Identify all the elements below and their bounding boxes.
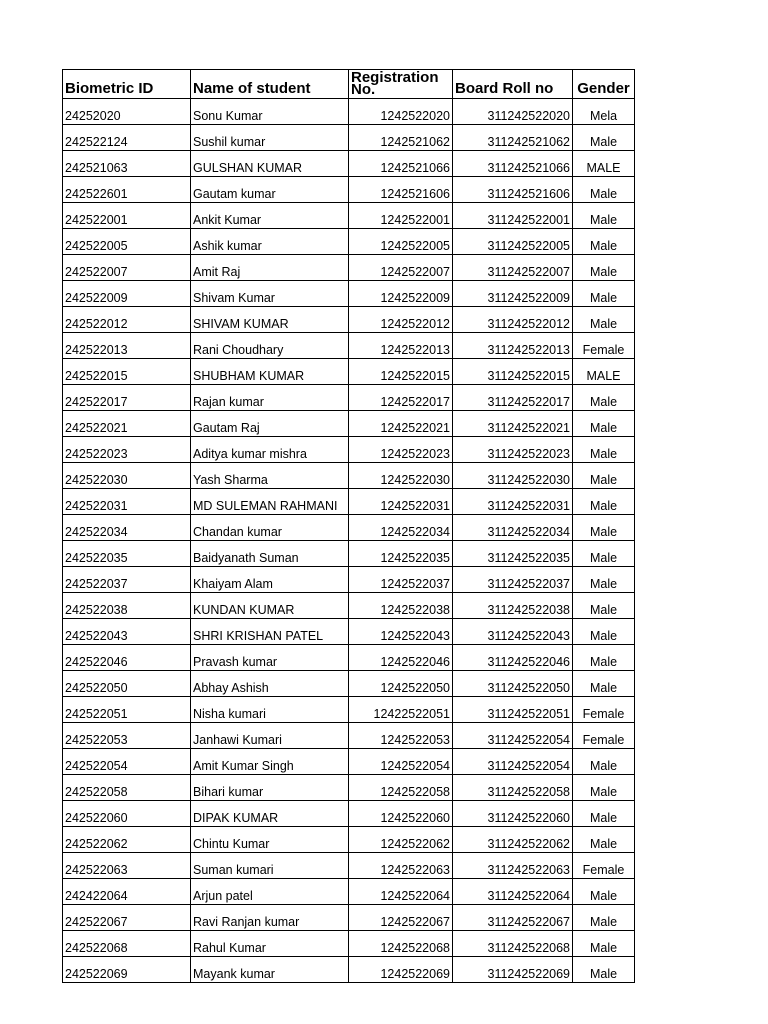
table-row xyxy=(63,593,635,619)
cell-registration-no: 1242522069 xyxy=(349,957,453,983)
cell-biometric-id: 242522023 xyxy=(63,437,191,463)
cell-gender: Male xyxy=(573,801,635,827)
cell-board-roll: 311242522062 xyxy=(453,827,573,853)
cell-biometric-id: 242522005 xyxy=(63,229,191,255)
table-body xyxy=(63,99,635,983)
cell-gender: Male xyxy=(573,307,635,333)
cell-gender: Female xyxy=(573,853,635,879)
cell-board-roll: 311242522067 xyxy=(453,905,573,931)
cell-biometric-id: 242522058 xyxy=(63,775,191,801)
cell-biometric-id: 242522034 xyxy=(63,515,191,541)
cell-registration-no: 1242522068 xyxy=(349,931,453,957)
cell-gender: Male xyxy=(573,775,635,801)
cell-student-name: Ravi Ranjan kumar xyxy=(191,905,349,931)
cell-registration-no: 1242522005 xyxy=(349,229,453,255)
cell-board-roll: 311242522054 xyxy=(453,749,573,775)
cell-registration-no: 1242522037 xyxy=(349,567,453,593)
cell-registration-no: 1242522038 xyxy=(349,593,453,619)
cell-student-name: Ashik kumar xyxy=(191,229,349,255)
cell-board-roll: 311242522054 xyxy=(453,723,573,749)
cell-student-name: SHRI KRISHAN PATEL xyxy=(191,619,349,645)
cell-biometric-id: 242522031 xyxy=(63,489,191,515)
cell-board-roll: 311242522021 xyxy=(453,411,573,437)
cell-student-name: Amit Kumar Singh xyxy=(191,749,349,775)
cell-gender: Male xyxy=(573,177,635,203)
table-row xyxy=(63,775,635,801)
cell-student-name: Sushil kumar xyxy=(191,125,349,151)
cell-gender: Male xyxy=(573,229,635,255)
cell-biometric-id: 242522043 xyxy=(63,619,191,645)
cell-student-name: Arjun patel xyxy=(191,879,349,905)
table-row xyxy=(63,411,635,437)
cell-biometric-id: 242422064 xyxy=(63,879,191,905)
cell-biometric-id: 242522009 xyxy=(63,281,191,307)
cell-student-name: GULSHAN KUMAR xyxy=(191,151,349,177)
cell-registration-no: 1242522043 xyxy=(349,619,453,645)
table-row xyxy=(63,333,635,359)
cell-gender: Male xyxy=(573,619,635,645)
cell-board-roll: 311242522030 xyxy=(453,463,573,489)
table-row xyxy=(63,671,635,697)
table-row xyxy=(63,931,635,957)
cell-board-roll: 311242522068 xyxy=(453,931,573,957)
table-row xyxy=(63,125,635,151)
cell-registration-no: 1242522054 xyxy=(349,749,453,775)
cell-biometric-id: 242522054 xyxy=(63,749,191,775)
cell-registration-no: 1242522013 xyxy=(349,333,453,359)
cell-student-name: Baidyanath Suman xyxy=(191,541,349,567)
cell-student-name: Amit Raj xyxy=(191,255,349,281)
table-row xyxy=(63,229,635,255)
table-row xyxy=(63,151,635,177)
cell-student-name: Janhawi Kumari xyxy=(191,723,349,749)
cell-gender: Male xyxy=(573,879,635,905)
cell-board-roll: 311242522034 xyxy=(453,515,573,541)
cell-student-name: DIPAK KUMAR xyxy=(191,801,349,827)
cell-board-roll: 311242521062 xyxy=(453,125,573,151)
cell-board-roll: 311242522007 xyxy=(453,255,573,281)
cell-gender: Mela xyxy=(573,99,635,125)
cell-registration-no: 1242522001 xyxy=(349,203,453,229)
cell-registration-no: 1242522060 xyxy=(349,801,453,827)
cell-biometric-id: 242522060 xyxy=(63,801,191,827)
cell-student-name: Nisha kumari xyxy=(191,697,349,723)
cell-board-roll: 311242522013 xyxy=(453,333,573,359)
cell-registration-no: 1242522009 xyxy=(349,281,453,307)
cell-gender: Male xyxy=(573,593,635,619)
cell-board-roll: 311242522043 xyxy=(453,619,573,645)
header-registration-line2: No. xyxy=(351,81,376,98)
cell-biometric-id: 242522050 xyxy=(63,671,191,697)
table-row xyxy=(63,255,635,281)
cell-board-roll: 311242522031 xyxy=(453,489,573,515)
cell-gender: Male xyxy=(573,541,635,567)
cell-board-roll: 311242522037 xyxy=(453,567,573,593)
cell-biometric-id: 242522062 xyxy=(63,827,191,853)
cell-board-roll: 311242522064 xyxy=(453,879,573,905)
table-row xyxy=(63,281,635,307)
cell-registration-no: 1242522035 xyxy=(349,541,453,567)
cell-student-name: SHIVAM KUMAR xyxy=(191,307,349,333)
cell-registration-no: 1242521062 xyxy=(349,125,453,151)
cell-registration-no: 1242522030 xyxy=(349,463,453,489)
table-row xyxy=(63,541,635,567)
cell-registration-no: 1242522053 xyxy=(349,723,453,749)
cell-gender: Male xyxy=(573,385,635,411)
cell-board-roll: 311242521606 xyxy=(453,177,573,203)
cell-board-roll: 311242522020 xyxy=(453,99,573,125)
table-row xyxy=(63,437,635,463)
header-name: Name of student xyxy=(191,70,349,99)
cell-gender: MALE xyxy=(573,359,635,385)
cell-gender: Female xyxy=(573,723,635,749)
cell-registration-no: 1242522031 xyxy=(349,489,453,515)
cell-gender: Male xyxy=(573,671,635,697)
cell-student-name: Chintu Kumar xyxy=(191,827,349,853)
header-registration-line1: Registration xyxy=(351,69,439,86)
table-row xyxy=(63,957,635,983)
cell-biometric-id: 242522124 xyxy=(63,125,191,151)
cell-gender: Male xyxy=(573,567,635,593)
cell-board-roll: 311242522063 xyxy=(453,853,573,879)
cell-gender: Male xyxy=(573,905,635,931)
cell-board-roll: 311242522035 xyxy=(453,541,573,567)
table-row xyxy=(63,359,635,385)
cell-biometric-id: 242522013 xyxy=(63,333,191,359)
cell-gender: Male xyxy=(573,515,635,541)
table-row xyxy=(63,879,635,905)
cell-registration-no: 1242521066 xyxy=(349,151,453,177)
table-row xyxy=(63,489,635,515)
table-row xyxy=(63,905,635,931)
cell-gender: Male xyxy=(573,931,635,957)
cell-board-roll: 311242522009 xyxy=(453,281,573,307)
table-row xyxy=(63,619,635,645)
cell-board-roll: 311242522038 xyxy=(453,593,573,619)
cell-biometric-id: 24252020 xyxy=(63,99,191,125)
cell-gender: Male xyxy=(573,203,635,229)
header-registration-no xyxy=(349,70,453,99)
cell-gender: Male xyxy=(573,281,635,307)
table-row xyxy=(63,515,635,541)
cell-board-roll: 311242522017 xyxy=(453,385,573,411)
cell-registration-no: 1242522023 xyxy=(349,437,453,463)
cell-biometric-id: 242522068 xyxy=(63,931,191,957)
cell-gender: Male xyxy=(573,827,635,853)
table-row xyxy=(63,99,635,125)
cell-registration-no: 1242522020 xyxy=(349,99,453,125)
cell-registration-no: 1242522050 xyxy=(349,671,453,697)
cell-biometric-id: 242522007 xyxy=(63,255,191,281)
cell-student-name: Rahul Kumar xyxy=(191,931,349,957)
cell-biometric-id: 242522015 xyxy=(63,359,191,385)
cell-student-name: Chandan kumar xyxy=(191,515,349,541)
cell-board-roll: 311242522012 xyxy=(453,307,573,333)
cell-biometric-id: 242522017 xyxy=(63,385,191,411)
header-gender: Gender xyxy=(573,70,635,99)
cell-gender: Male xyxy=(573,125,635,151)
table-row xyxy=(63,827,635,853)
cell-student-name: Khaiyam Alam xyxy=(191,567,349,593)
cell-board-roll: 311242522046 xyxy=(453,645,573,671)
cell-registration-no: 1242522046 xyxy=(349,645,453,671)
cell-student-name: Abhay Ashish xyxy=(191,671,349,697)
cell-biometric-id: 242522001 xyxy=(63,203,191,229)
cell-board-roll: 311242522051 xyxy=(453,697,573,723)
cell-student-name: Bihari kumar xyxy=(191,775,349,801)
table-row xyxy=(63,203,635,229)
cell-board-roll: 311242522060 xyxy=(453,801,573,827)
cell-biometric-id: 242522053 xyxy=(63,723,191,749)
header-biometric-id: Biometric ID xyxy=(63,70,191,99)
cell-board-roll: 311242522069 xyxy=(453,957,573,983)
cell-registration-no: 1242522062 xyxy=(349,827,453,853)
table-row xyxy=(63,177,635,203)
table-row xyxy=(63,307,635,333)
table-row xyxy=(63,801,635,827)
table-row xyxy=(63,749,635,775)
table-row xyxy=(63,645,635,671)
cell-student-name: SHUBHAM KUMAR xyxy=(191,359,349,385)
table-row xyxy=(63,385,635,411)
cell-gender: Male xyxy=(573,645,635,671)
cell-biometric-id: 242522063 xyxy=(63,853,191,879)
cell-biometric-id: 242521063 xyxy=(63,151,191,177)
cell-biometric-id: 242522012 xyxy=(63,307,191,333)
cell-board-roll: 311242522050 xyxy=(453,671,573,697)
table-row xyxy=(63,723,635,749)
cell-biometric-id: 242522021 xyxy=(63,411,191,437)
cell-registration-no: 1242522015 xyxy=(349,359,453,385)
cell-student-name: Sonu Kumar xyxy=(191,99,349,125)
cell-biometric-id: 242522069 xyxy=(63,957,191,983)
header-row xyxy=(63,70,635,99)
cell-board-roll: 311242522015 xyxy=(453,359,573,385)
table-row xyxy=(63,567,635,593)
header-board-roll: Board Roll no xyxy=(453,70,573,99)
cell-gender: Male xyxy=(573,749,635,775)
cell-student-name: Mayank kumar xyxy=(191,957,349,983)
cell-registration-no: 1242522063 xyxy=(349,853,453,879)
cell-registration-no: 1242522017 xyxy=(349,385,453,411)
cell-registration-no: 1242522007 xyxy=(349,255,453,281)
cell-board-roll: 311242522058 xyxy=(453,775,573,801)
cell-biometric-id: 242522038 xyxy=(63,593,191,619)
cell-biometric-id: 242522035 xyxy=(63,541,191,567)
cell-registration-no: 1242522058 xyxy=(349,775,453,801)
cell-registration-no: 1242521606 xyxy=(349,177,453,203)
cell-student-name: Aditya kumar mishra xyxy=(191,437,349,463)
cell-student-name: Gautam Raj xyxy=(191,411,349,437)
cell-registration-no: 1242522021 xyxy=(349,411,453,437)
cell-student-name: KUNDAN KUMAR xyxy=(191,593,349,619)
table-row xyxy=(63,853,635,879)
cell-gender: Male xyxy=(573,255,635,281)
cell-gender: Female xyxy=(573,697,635,723)
cell-biometric-id: 242522046 xyxy=(63,645,191,671)
cell-biometric-id: 242522051 xyxy=(63,697,191,723)
cell-registration-no: 1242522012 xyxy=(349,307,453,333)
cell-student-name: Gautam kumar xyxy=(191,177,349,203)
cell-board-roll: 311242522005 xyxy=(453,229,573,255)
cell-gender: Male xyxy=(573,489,635,515)
cell-student-name: Suman kumari xyxy=(191,853,349,879)
cell-student-name: Rajan kumar xyxy=(191,385,349,411)
cell-student-name: MD SULEMAN RAHMANI xyxy=(191,489,349,515)
cell-biometric-id: 242522037 xyxy=(63,567,191,593)
cell-student-name: Yash Sharma xyxy=(191,463,349,489)
cell-registration-no: 1242522067 xyxy=(349,905,453,931)
cell-biometric-id: 242522601 xyxy=(63,177,191,203)
cell-biometric-id: 242522067 xyxy=(63,905,191,931)
cell-board-roll: 311242522001 xyxy=(453,203,573,229)
cell-biometric-id: 242522030 xyxy=(63,463,191,489)
cell-gender: Male xyxy=(573,957,635,983)
cell-student-name: Rani Choudhary xyxy=(191,333,349,359)
cell-student-name: Pravash kumar xyxy=(191,645,349,671)
cell-registration-no: 1242522034 xyxy=(349,515,453,541)
cell-student-name: Shivam Kumar xyxy=(191,281,349,307)
cell-registration-no: 12422522051 xyxy=(349,697,453,723)
cell-gender: Male xyxy=(573,437,635,463)
cell-gender: Female xyxy=(573,333,635,359)
student-table xyxy=(62,69,635,983)
cell-gender: Male xyxy=(573,411,635,437)
cell-board-roll: 311242522023 xyxy=(453,437,573,463)
cell-gender: Male xyxy=(573,463,635,489)
cell-student-name: Ankit Kumar xyxy=(191,203,349,229)
cell-registration-no: 1242522064 xyxy=(349,879,453,905)
table-row xyxy=(63,697,635,723)
cell-gender: MALE xyxy=(573,151,635,177)
cell-board-roll: 311242521066 xyxy=(453,151,573,177)
table-row xyxy=(63,463,635,489)
